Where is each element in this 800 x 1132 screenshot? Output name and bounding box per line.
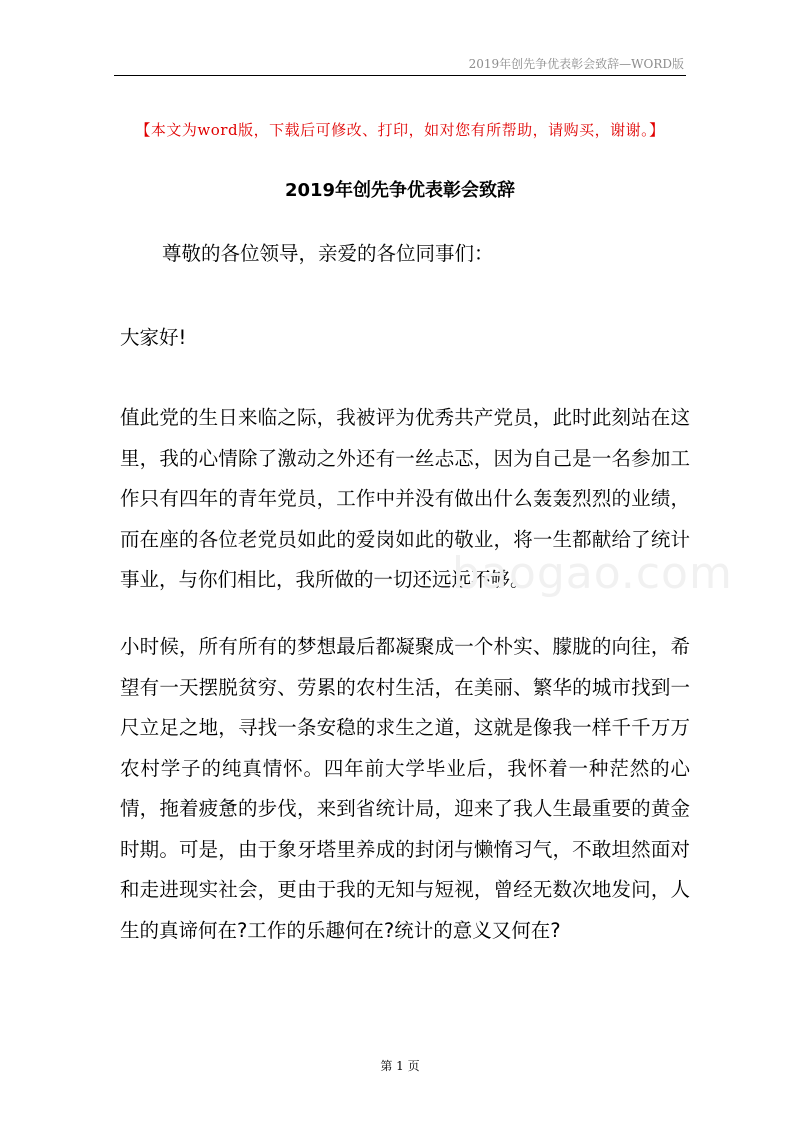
body-paragraph-2: 小时候，所有所有的梦想最后都凝聚成一个朴实、朦胧的向往，希望有一天摆脱贫穷、劳累的农村生活，在美丽、繁华的城市找到一尺立足之地，寻找一条安稳的求生之道，这就是像我一样千千万万农村学子的纯真情怀。四年前大学毕业后，我怀着一种茫然的心情，拖着疲惫的步伐，来到省统计局，迎来了我人生最重要的黄金时期。可是，由于象牙塔里养成的封闭与懒惰习气，不敢坦然面对和走进现实社会，更由于我的无知与短视，曾经无数次地发问，人生的真谛何在?工作的乐趣何在?统计的意义又何在? [120,635,690,942]
salutation: 尊敬的各位领导，亲爱的各位同事们： [162,242,494,265]
page-number: 第 1 页 [380,1059,420,1073]
download-notice: 【本文为word版，下载后可修改、打印，如对您有所帮助，请购买，谢谢。】 [135,121,665,139]
running-header: 2019年创先争优表彰会致辞—WORD版 [468,57,684,71]
site-watermark: baogao.com [452,548,733,599]
document-title: 2019年创先争优表彰会致辞 [284,180,516,201]
body-paragraph-1: 值此党的生日来临之际，我被评为优秀共产党员，此时此刻站在这里，我的心情除了激动之外还有一丝忐忑，因为自己是一名参加工作只有四年的青年党员，工作中并没有做出什么轰轰烈烈的业绩，而在座的各位老党员如此的爱岗如此的敬业，将一生都献给了统计事业，与你们相比，我所做的一切还远远不够。 [120,406,690,591]
greeting: 大家好! [120,326,187,349]
header-divider [114,75,686,76]
